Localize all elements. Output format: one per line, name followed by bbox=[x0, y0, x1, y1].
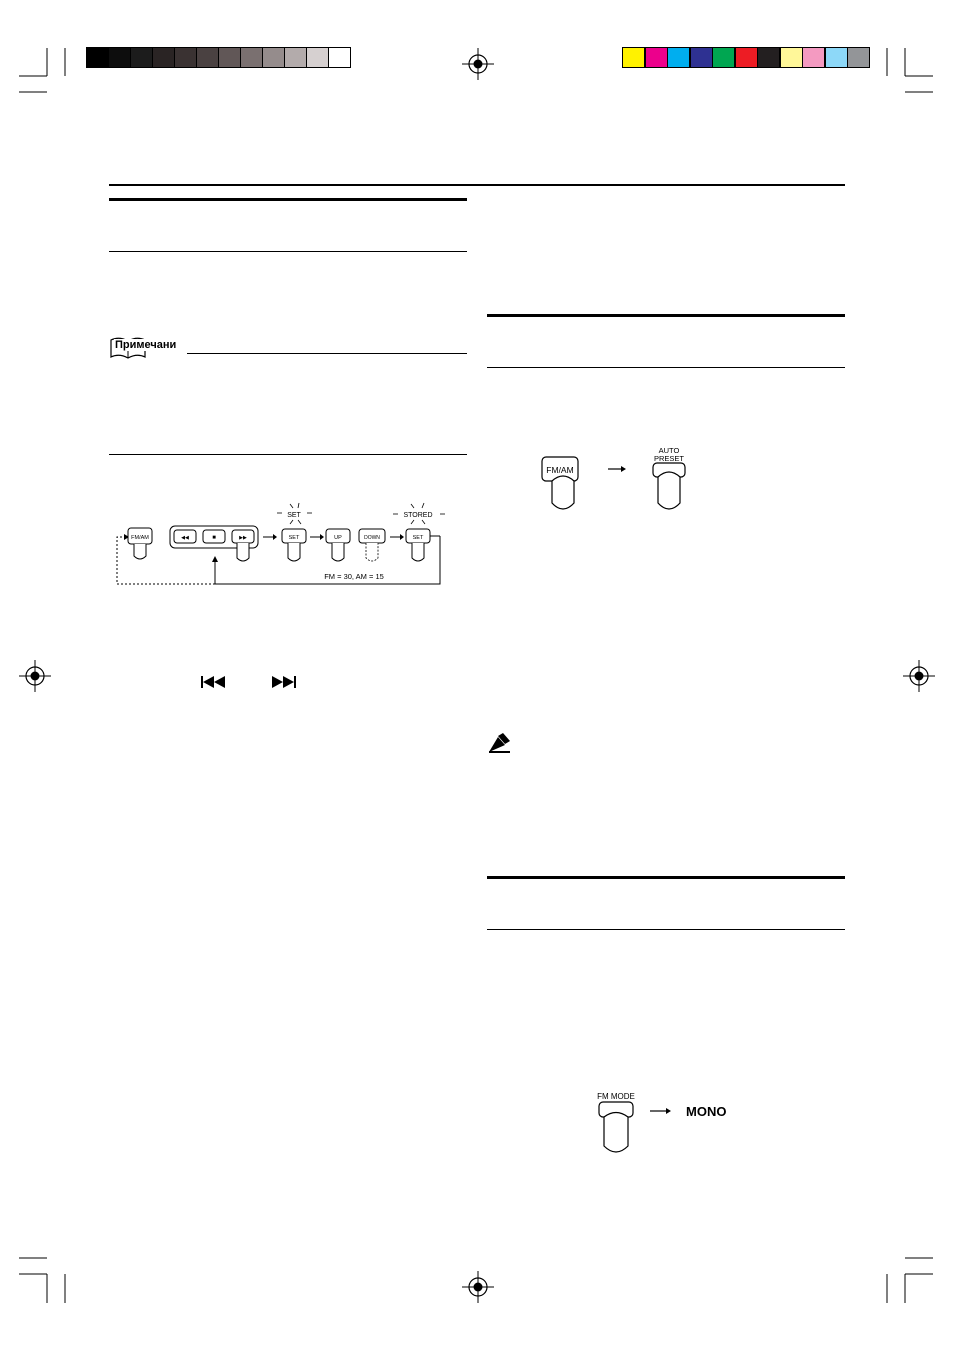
auto-label-line2: PRESET bbox=[653, 454, 685, 463]
set-label: SET bbox=[288, 535, 300, 541]
auto-label-line1: AUTO bbox=[658, 446, 680, 455]
left-mid-rule bbox=[109, 454, 467, 455]
next-label: ▶▶ bbox=[239, 535, 247, 541]
down-label: DOWN bbox=[364, 535, 380, 541]
prev-symbol bbox=[201, 676, 229, 688]
fm-am-label: FM/AM bbox=[131, 535, 149, 541]
stored-indicator: STORED bbox=[403, 512, 433, 519]
right-section2-rule-top bbox=[487, 876, 845, 879]
fm-mode-label: FM MODE bbox=[597, 1092, 635, 1101]
header-rule bbox=[109, 184, 845, 186]
note-box bbox=[109, 334, 467, 360]
mono-label: MONO bbox=[686, 1104, 727, 1119]
right-section1-rule-top bbox=[487, 314, 845, 317]
set2-label: SET bbox=[412, 535, 424, 541]
set-indicator: SET bbox=[287, 512, 301, 519]
auto-fm-am-label: FM/AM bbox=[546, 465, 574, 475]
preset-diagram bbox=[110, 500, 450, 600]
note-label: Примечани bbox=[115, 339, 177, 351]
auto-preset-diagram bbox=[535, 445, 695, 515]
preset-footnote: FM = 30, AM = 15 bbox=[324, 572, 384, 581]
left-section-rule-top bbox=[109, 198, 467, 201]
stop-label: ■ bbox=[212, 535, 216, 541]
caution-pen-icon bbox=[488, 733, 512, 753]
left-section-rule-bottom bbox=[109, 251, 467, 252]
right-section2-rule-bottom bbox=[487, 929, 845, 930]
note-rule bbox=[187, 353, 467, 354]
next-symbol bbox=[272, 676, 300, 688]
prev-label: ◀◀ bbox=[181, 535, 189, 541]
up-label: UP bbox=[334, 535, 342, 541]
fm-mode-diagram bbox=[585, 1088, 745, 1158]
right-section1-rule-bottom bbox=[487, 367, 845, 368]
